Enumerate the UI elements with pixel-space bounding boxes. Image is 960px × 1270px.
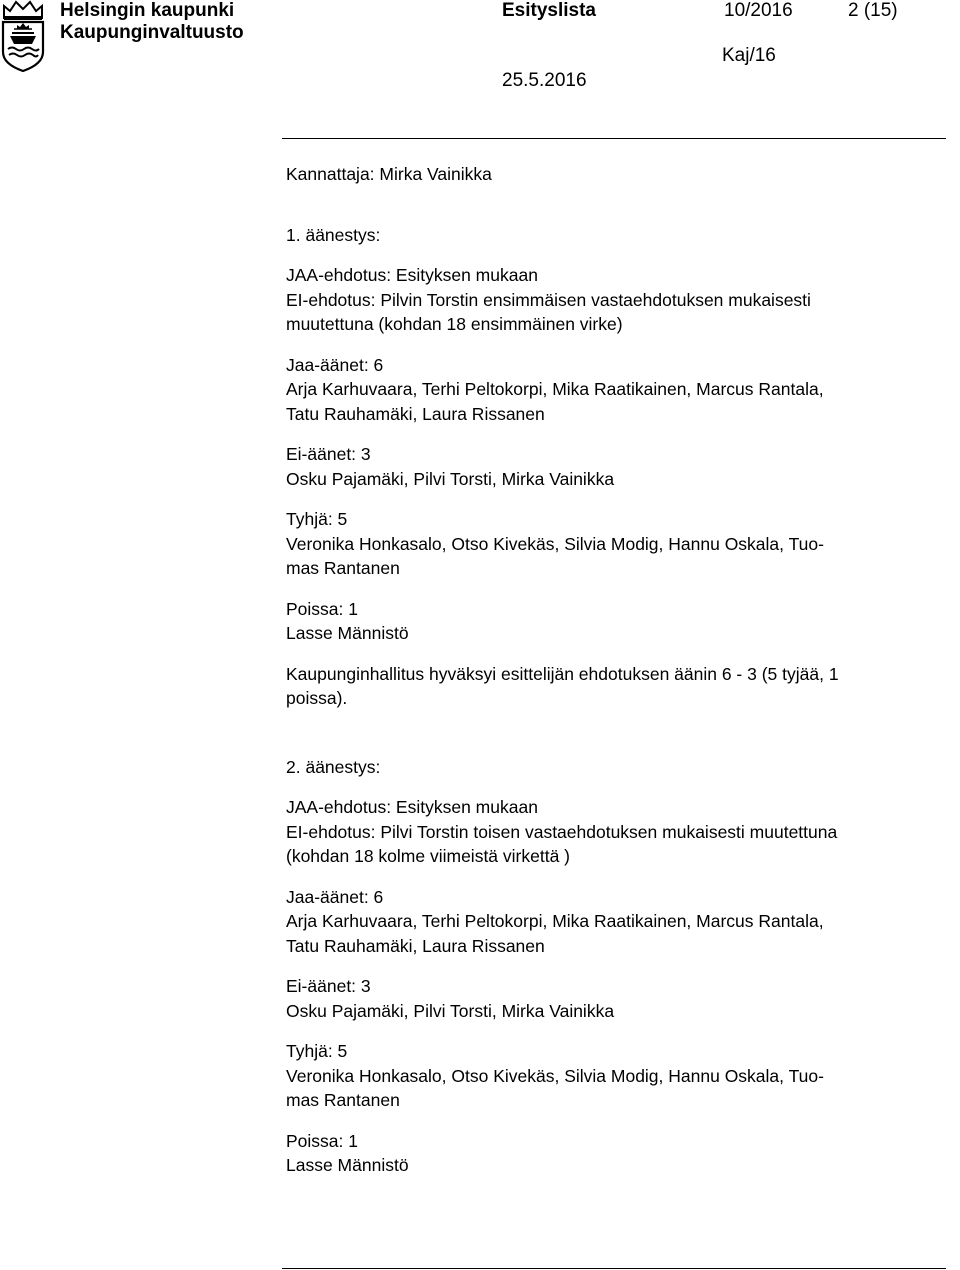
vote-2-ei-proposal-cont: (kohdan 18 kolme viimeistä virkettä ) <box>286 846 570 866</box>
vote-1-title: 1. äänestys: <box>286 224 381 245</box>
vote-2-yes-label: Jaa-äänet: 6 <box>286 886 384 907</box>
vote-2-yes-names: Arja Karhuvaara, Terhi Peltokorpi, Mika Raatikainen, Marcus Rantala, <box>286 911 824 931</box>
vote-1-blank-names-cont: mas Rantanen <box>286 558 400 578</box>
case-reference: Kaj/16 <box>722 45 776 66</box>
vote-2-section <box>286 755 946 1178</box>
vote-2-absent-label: Poissa: 1 <box>286 1130 358 1151</box>
vote-1-absent-label: Poissa: 1 <box>286 598 358 619</box>
vote-2-title: 2. äänestys: <box>286 756 381 777</box>
footer-divider <box>282 1268 946 1269</box>
vote-1-yes-names-cont: Tatu Rauhamäki, Laura Rissanen <box>286 403 545 424</box>
document-body <box>286 162 946 1178</box>
page-number: 2 (15) <box>848 0 898 21</box>
vote-1-no-names: Osku Pajamäki, Pilvi Torsti, Mirka Vainikka <box>286 468 615 489</box>
header-divider <box>282 138 946 139</box>
document-number: 10/2016 <box>724 0 793 21</box>
vote-1-yes-names: Arja Karhuvaara, Terhi Peltokorpi, Mika Raatikainen, Marcus Rantala, <box>286 379 824 399</box>
vote-2-blank-label: Tyhjä: 5 <box>286 1041 348 1061</box>
seconder-line: Kannattaja: Mirka Vainikka <box>286 164 492 184</box>
document-type: Esityslista <box>502 0 596 21</box>
vote-1-result: Kaupunginhallitus hyväksyi esittelijän ehdotuksen äänin 6 - 3 (5 tyjää, 1 <box>286 663 839 684</box>
vote-1-ei-proposal: EI-ehdotus: Pilvin Torstin ensimmäisen vastaehdotuksen mukaisesti <box>286 289 811 310</box>
vote-2-no-names: Osku Pajamäki, Pilvi Torsti, Mirka Vainikka <box>286 1000 615 1021</box>
organization-name: Helsingin kaupunki <box>60 0 235 21</box>
vote-2-blank-names: Veronika Honkasalo, Otso Kivekäs, Silvia Modig, Hannu Oskala, Tuo- <box>286 1065 824 1086</box>
vote-1-section <box>286 223 946 711</box>
vote-1-yes-label: Jaa-äänet: 6 <box>286 354 384 375</box>
vote-2-absent-names: Lasse Männistö <box>286 1155 409 1175</box>
vote-1-blank-label: Tyhjä: 5 <box>286 509 348 529</box>
vote-2-yes-names-cont: Tatu Rauhamäki, Laura Rissanen <box>286 935 545 956</box>
vote-1-no-label: Ei-äänet: 3 <box>286 444 371 464</box>
vote-2-blank-names-cont: mas Rantanen <box>286 1090 400 1110</box>
vote-1-result-cont: poissa). <box>286 688 348 708</box>
meeting-date: 25.5.2016 <box>502 70 587 91</box>
vote-2-ei-proposal: EI-ehdotus: Pilvi Torstin toisen vastaehdotuksen mukaisesti muutettuna <box>286 821 838 842</box>
helsinki-crest-logo <box>0 0 46 72</box>
vote-1-jaa-proposal: JAA-ehdotus: Esityksen mukaan <box>286 265 538 285</box>
vote-2-jaa-proposal: JAA-ehdotus: Esityksen mukaan <box>286 797 538 817</box>
vote-1-absent-names: Lasse Männistö <box>286 623 409 643</box>
vote-2-no-label: Ei-äänet: 3 <box>286 976 371 996</box>
decision-body-name: Kaupunginvaltuusto <box>60 22 244 43</box>
vote-1-ei-proposal-cont: muutettuna (kohdan 18 ensimmäinen virke) <box>286 314 623 334</box>
vote-1-blank-names: Veronika Honkasalo, Otso Kivekäs, Silvia Modig, Hannu Oskala, Tuo- <box>286 533 824 554</box>
